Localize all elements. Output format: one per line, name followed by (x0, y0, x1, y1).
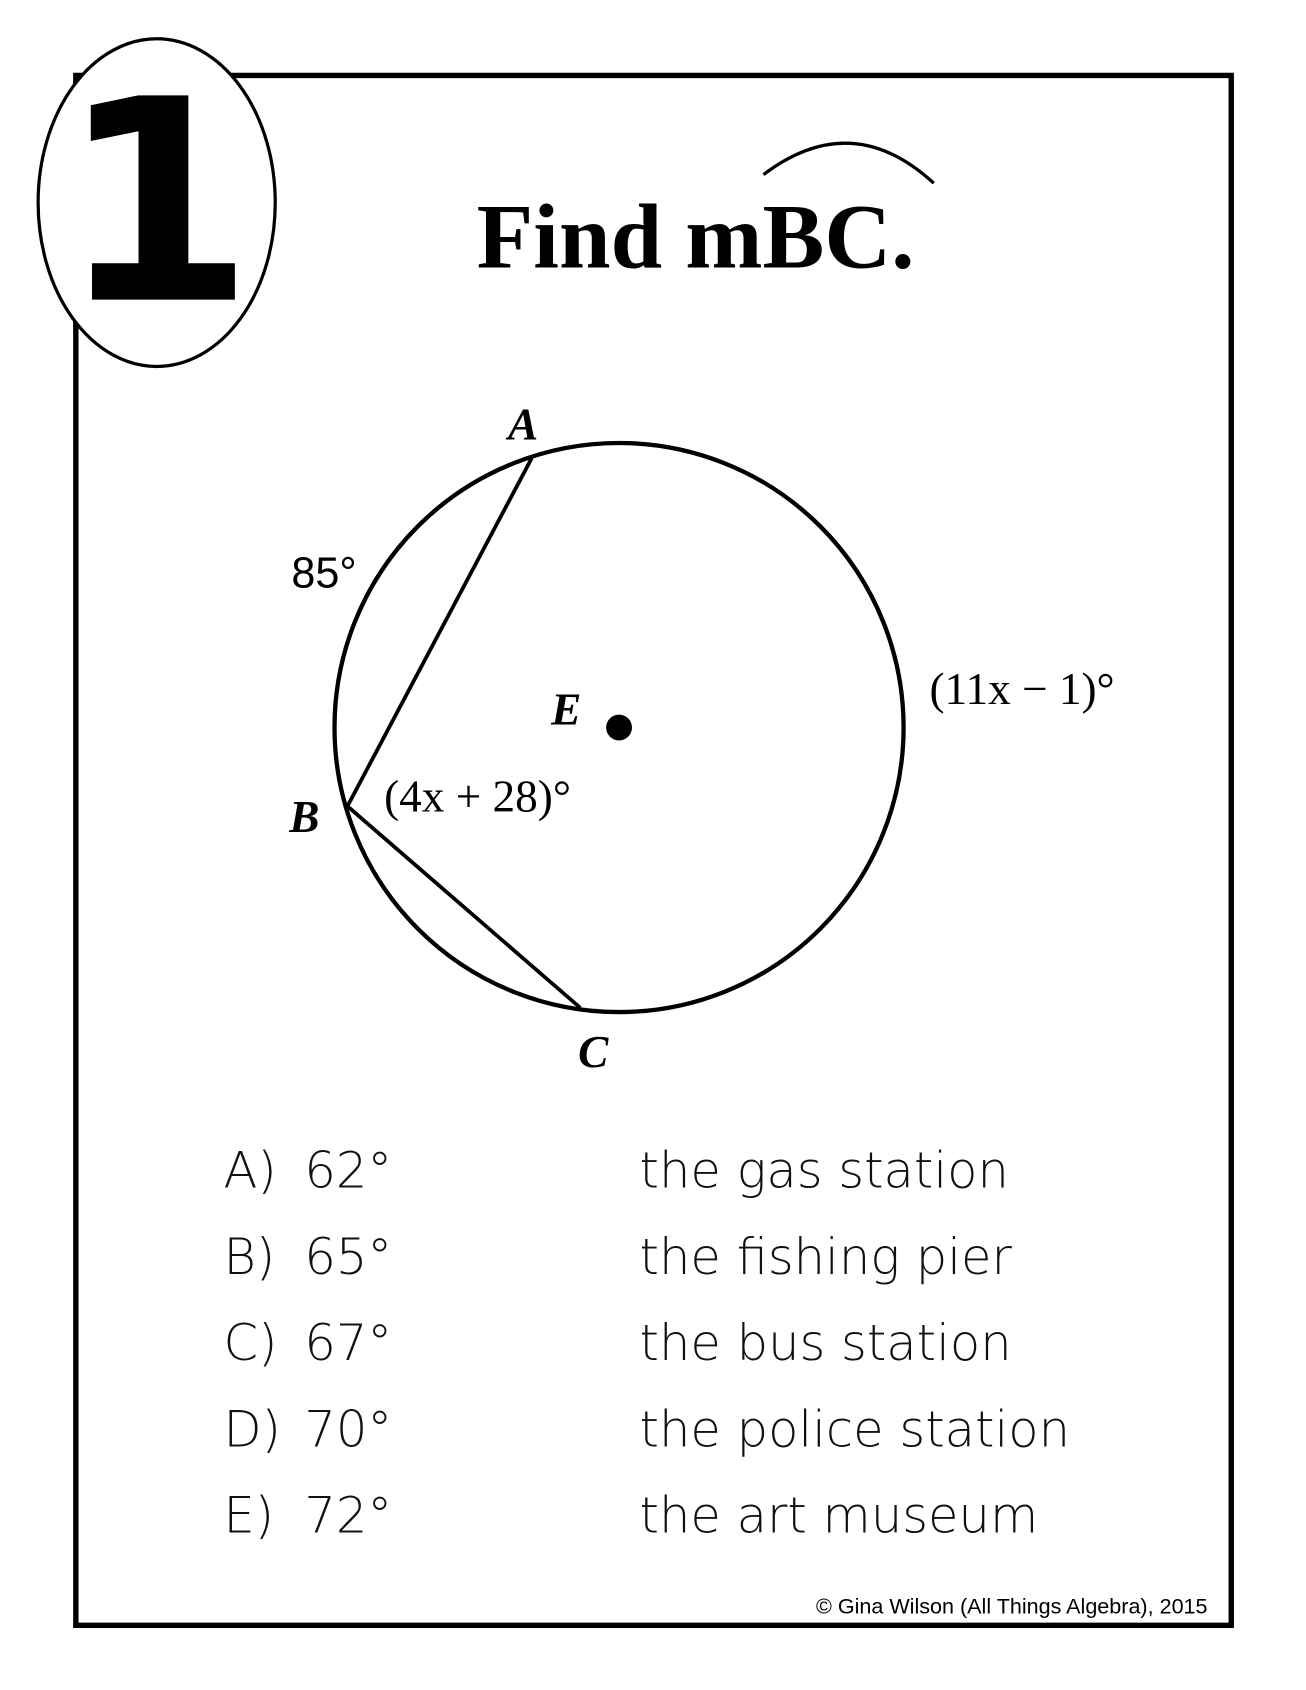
arc-ac-measure: (11x − 1)° (929, 663, 1115, 714)
choice-a-letter: A) (223, 1141, 277, 1200)
copyright: © Gina Wilson (All Things Algebra), 2015 (815, 1593, 1208, 1619)
choice-b-value: 65° (304, 1227, 393, 1286)
choice-c-letter: C) (223, 1314, 278, 1373)
choice-c-value: 67° (304, 1314, 393, 1373)
choice-b-letter: B) (223, 1227, 276, 1286)
page-title: Find mBC. (476, 185, 915, 289)
label-b: B (289, 792, 320, 843)
arc-ab-measure: 85° (291, 549, 357, 598)
choice-e-place: the art museum (639, 1486, 1039, 1545)
label-c: C (578, 1027, 609, 1078)
choice-b-place: the fishing pier (639, 1227, 1012, 1286)
choice-d-value: 70° (304, 1400, 393, 1459)
choice-a-value: 62° (304, 1141, 393, 1200)
label-e: E (551, 684, 582, 735)
choice-c-place: the bus station (639, 1314, 1012, 1373)
choice-e-letter: E) (223, 1486, 275, 1545)
choice-d-place: the police station (639, 1400, 1071, 1459)
choice-d-letter: D) (223, 1400, 282, 1459)
choice-e-value: 72° (304, 1486, 393, 1545)
problem-number: 1 (59, 40, 255, 367)
label-a: A (508, 399, 539, 450)
center-point (606, 715, 632, 741)
choice-a-place: the gas station (639, 1141, 1009, 1200)
angle-b-measure: (4x + 28)° (384, 771, 571, 822)
